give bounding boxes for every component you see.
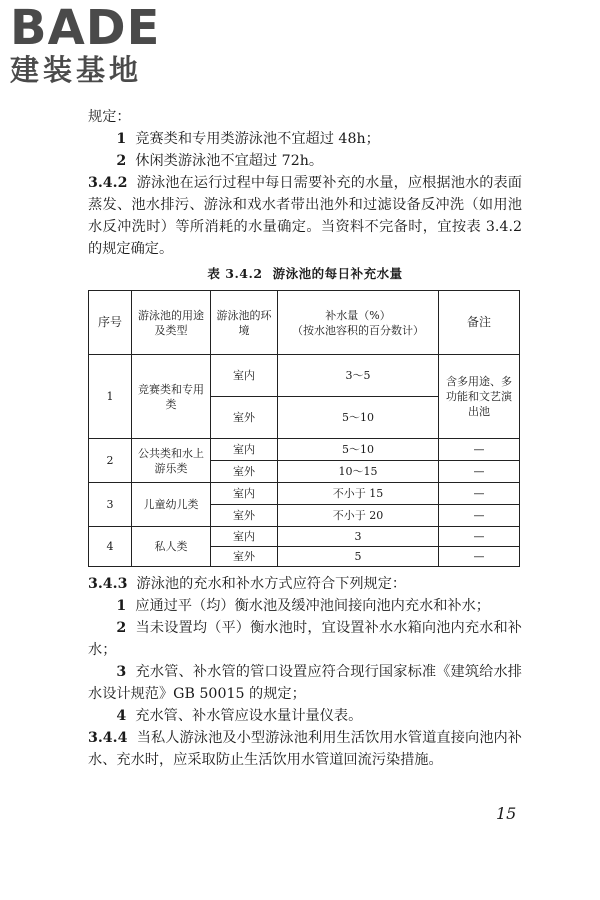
section-text: 当私人游泳池及小型游泳池利用生活饮用水管道直接向池内补水、充水时，应采取防止生活饮用水管道回流污染措施。 (88, 730, 522, 768)
s343-item-4: 4 充水管、补水管应设水量计量仪表。 (116, 708, 363, 724)
page-number: 15 (496, 804, 517, 823)
cell-env: 室外 (211, 505, 278, 527)
table-row (89, 527, 520, 547)
cell-note: — (439, 505, 520, 527)
cell-no: 1 (89, 355, 132, 439)
cell-note: — (439, 527, 520, 547)
cell-note: — (439, 439, 520, 461)
cell-note: 含多用途、多功能和文艺演出池 (439, 355, 520, 439)
cell-type: 儿童幼儿类 (132, 483, 211, 527)
header-note: 备注 (439, 291, 520, 355)
cell-no: 3 (89, 483, 132, 527)
section-number: 3.4.3 (88, 576, 128, 592)
cell-note: — (439, 483, 520, 505)
cell-note: — (439, 547, 520, 567)
logo-wordmark: BADE (10, 0, 161, 56)
section-3-4-2 (88, 172, 522, 260)
s343-item-2: 2 当未设置均（平）衡水池时，宜设置补水水箱向池内充水和补水； (88, 620, 522, 658)
page-content (88, 106, 522, 771)
cell-type: 竞赛类和专用类 (132, 355, 211, 439)
cell-env: 室外 (211, 397, 278, 439)
cell-env: 室内 (211, 439, 278, 461)
table-row (89, 483, 520, 505)
header-env: 游泳池的环境 (211, 291, 278, 355)
cell-rate: 10～15 (278, 461, 439, 483)
header-type: 游泳池的用途及类型 (132, 291, 211, 355)
logo-subtitle: 建装基地 (10, 53, 143, 87)
table-row (89, 439, 520, 461)
cell-no: 4 (89, 527, 132, 567)
header-no: 序号 (89, 291, 132, 355)
cell-env: 室内 (211, 483, 278, 505)
table-caption (88, 263, 522, 285)
cell-rate: 5～10 (278, 397, 439, 439)
cell-rate: 不小于 15 (278, 483, 439, 505)
cell-no: 2 (89, 439, 132, 483)
cell-env: 室内 (211, 527, 278, 547)
table-number: 表 3.4.2 (207, 266, 263, 281)
section-3-4-4 (88, 727, 522, 771)
intro-label: 规定： (88, 109, 131, 125)
section-text: 游泳池的充水和补水方式应符合下列规定： (136, 576, 407, 592)
cell-rate: 5 (278, 547, 439, 567)
section-number: 3.4.4 (88, 730, 128, 746)
header-rate: 补水量（%） （按水池容积的百分数计） (278, 291, 439, 355)
cell-env: 室内 (211, 355, 278, 397)
intro-item-2: 2 休闲类游泳池不宜超过 72h。 (116, 153, 324, 169)
cell-type: 私人类 (132, 527, 211, 567)
cell-env: 室外 (211, 461, 278, 483)
section-3-4-3 (88, 573, 522, 595)
s343-item-1: 1 应通过平（均）衡水池及缓冲池间接向池内充水和补水； (116, 598, 490, 614)
cell-rate: 不小于 20 (278, 505, 439, 527)
cell-rate: 5～10 (278, 439, 439, 461)
bade-logo (10, 0, 161, 87)
section-number: 3.4.2 (88, 175, 128, 191)
s343-item-3: 3 充水管、补水管的管口设置应符合现行国家标准《建筑给水排水设计规范》GB 50015 的规定； (88, 664, 522, 702)
cell-rate: 3～5 (278, 355, 439, 397)
cell-env: 室外 (211, 547, 278, 567)
cell-note: — (439, 461, 520, 483)
table-title: 游泳池的每日补充水量 (272, 266, 403, 281)
section-text: 游泳池在运行过程中每日需要补充的水量，应根据池水的表面蒸发、池水排污、游泳和戏水者带出池外和过滤设备反冲洗（如用池水反冲洗时）等所消耗的水量确定。当资料不完备时，宜按表 3.4.2 的规定确定。 (88, 175, 522, 257)
table-row (89, 355, 520, 397)
refill-water-table (88, 290, 520, 567)
cell-type: 公共类和水上游乐类 (132, 439, 211, 483)
intro-item-1: 1 竞赛类和专用类游泳池不宜超过 48h； (116, 131, 380, 147)
cell-rate: 3 (278, 527, 439, 547)
